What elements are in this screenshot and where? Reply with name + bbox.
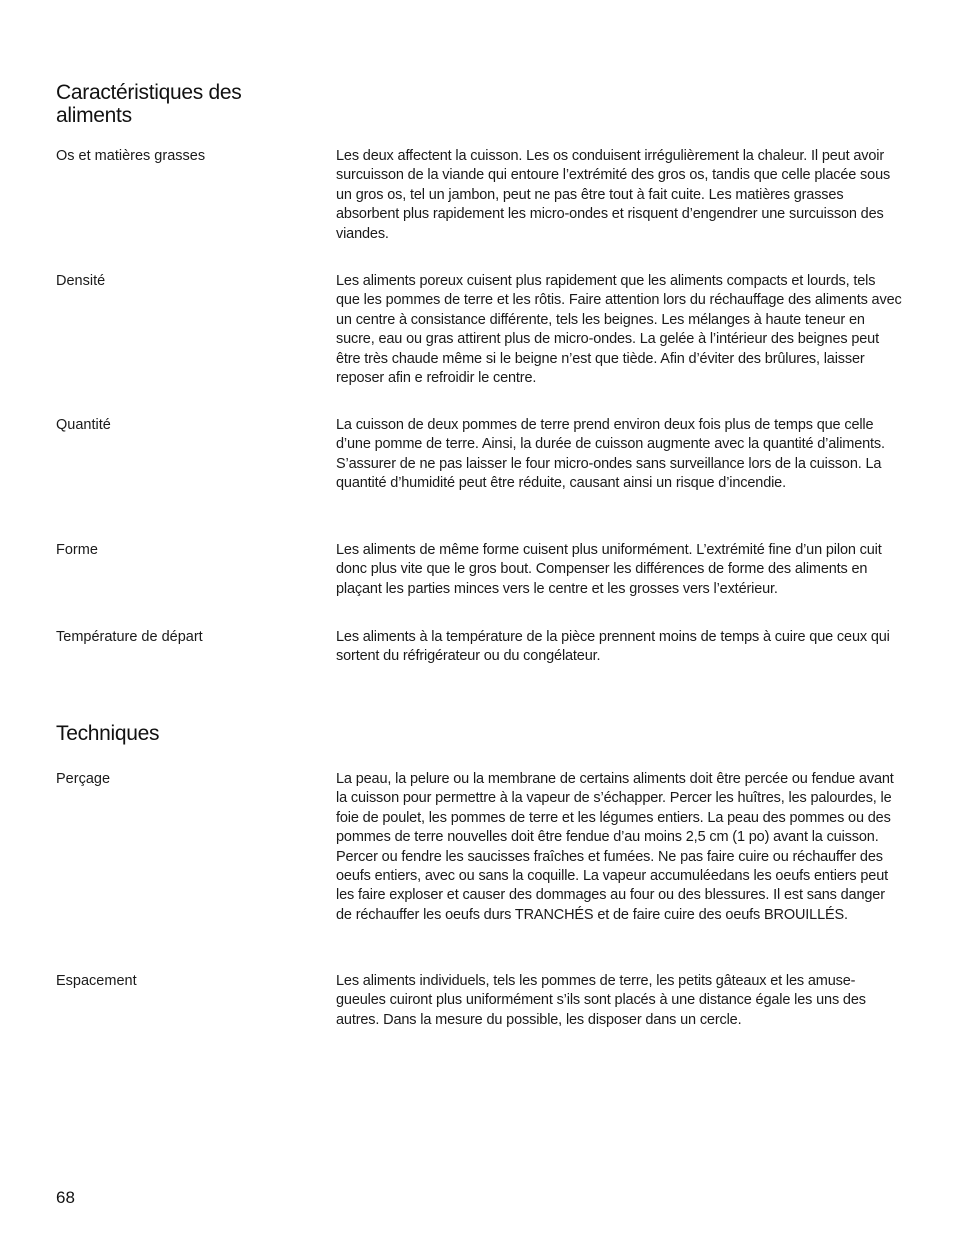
term-bones-fat: Os et matières grasses [56, 148, 206, 164]
description-bones-fat: Les deux affectent la cuisson. Les os conduisent irrégulièrement la chaleur. Il peut avoir surcuisson de la viande qui entoure l’extrémité des gros os, tandis que celle placée sous un gros os, tel un jambon, peut ne pas être tout à fait cuite. Les matières grasses absorbent plus rapidement les micro-ondes et risquent d’engendrer une surcuisson des viandes. [336, 148, 891, 242]
term-quantity: Quantité [56, 417, 111, 433]
description-piercing: La peau, la pelure ou la membrane de certains aliments doit être percée ou fendue avant la cuisson pour permettre à la vapeur de s’échapper. Percer les huîtres, les palourdes, le foie de poulet, les pommes de terre et les légumes entiers. La peau des pommes ou des pommes de terre nouvelles doit être fendue d’au moins 2,5 cm (1 po) avant la cuisson. Percer ou fendre les saucisses fraîches et fumées. Ne pas faire cuire ou réchauffer des oeufs entiers, avec ou sans la coquille. La vapeur accumuléedans les oeufs entiers peut les faire exploser et causer des dommages au four ou des blessures. Il est sans danger de réchauffer les oeufs durs TRANCHÉS et de faire cuire des oeufs BROUILLÉS. [336, 771, 894, 923]
section-title-characteristics: Caractéristiques des aliments [56, 81, 242, 127]
term-spacing: Espacement [56, 973, 137, 989]
term-start-temperature: Température de départ [56, 629, 203, 645]
section-title-techniques: Techniques [56, 722, 160, 745]
term-density: Densité [56, 273, 106, 289]
description-density: Les aliments poreux cuisent plus rapidement que les aliments compacts et lourds, tels que les pommes de terre et les rôtis. Faire attention lors du réchauffage des aliments avec un centre à consistance différente, tels les beignes. Les mélanges à haute teneur en sucre, eau ou gras attirent plus de micro-ondes. La gelée à l’intérieur des beignes peut être très chaude même si le beigne n’est que tiède. Afin d’éviter des brûlures, laisser reposer afin e refroidir le centre. [336, 273, 902, 387]
term-piercing: Perçage [56, 771, 111, 787]
term-shape: Forme [56, 542, 98, 558]
description-quantity: La cuisson de deux pommes de terre prend environ deux fois plus de temps que celle d’une pomme de terre. Ainsi, la durée de cuisson augmente avec la quantité d’aliments. S’assurer de ne pas laisser le four micro-ondes sans surveillance lors de la cuisson. La quantité d’humidité peut être réduite, causant ainsi un risque d’incendie. [336, 417, 885, 492]
description-start-temperature: Les aliments à la température de la pièce prennent moins de temps à cuire que ceux qui sortent du réfrigérateur ou du congélateur. [336, 629, 890, 665]
description-spacing: Les aliments individuels, tels les pommes de terre, les petits gâteaux et les amuse-gueules cuiront plus uniformément s’ils sont placés à une distance égale les uns des autres. Dans la mesure du possible, les disposer dans un cercle. [336, 973, 866, 1028]
description-shape: Les aliments de même forme cuisent plus uniformément. L’extrémité fine d’un pilon cuit donc plus vite que le gros bout. Compenser les différences de forme des aliments en plaçant les parties minces vers le centre et les grosses vers l’extérieur. [336, 542, 882, 597]
page-number: 68 [56, 1188, 75, 1207]
